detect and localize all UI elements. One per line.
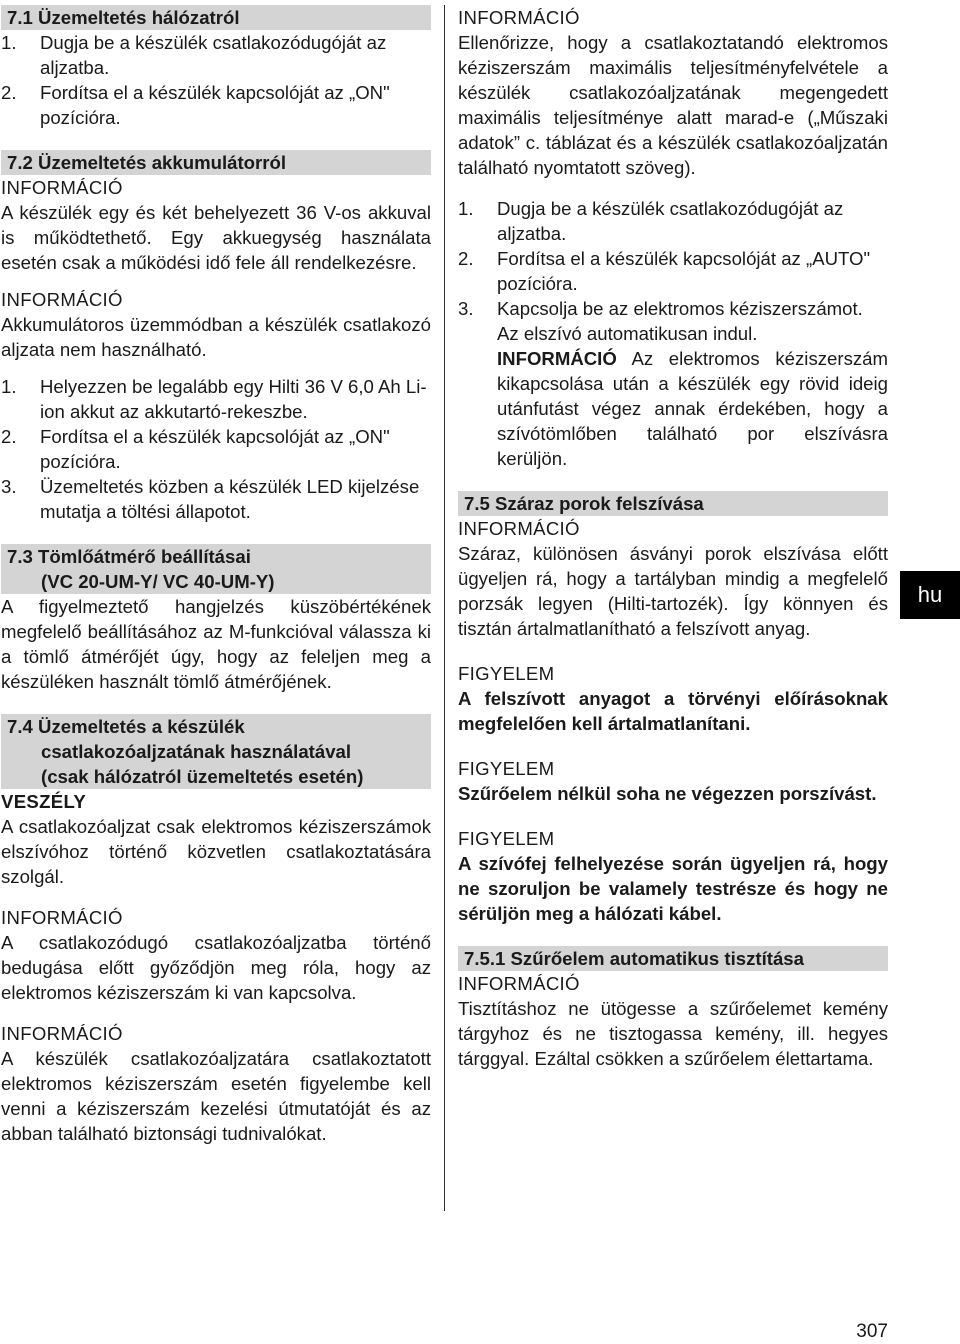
danger-label: VESZÉLY [1, 791, 87, 812]
warning-text: Szűrőelem nélkül soha ne végezzen porszívást. [458, 783, 877, 804]
list-item: 3. Üzemeltetés közben a készülék LED kijelzése mutatja a töltési állapotot. [1, 476, 420, 522]
section-heading-7-5-1: 7.5.1 Szűrőelem automatikus tisztítása [458, 946, 888, 971]
list-item: 3. Kapcsolja be az elektromos kéziszerszámot. Az elszívó automatikusan indul. INFORMÁCIÓ Az elektromos kéziszerszám kikapcsolása után a készülék egy rövid ideig utánfutást végez annak érdekében, hogy a szívótömlőben található por elszívásra kerüljön. [458, 298, 888, 469]
page-number: 307 [856, 1321, 888, 1342]
info-label: INFORMÁCIÓ [1, 177, 123, 198]
warning-label: FIGYELEM [458, 758, 555, 779]
info-text: Akkumulátoros üzemmódban a készülék csatlakozó aljzata nem használható. [1, 314, 431, 360]
info-label: INFORMÁCIÓ [1, 289, 123, 310]
right-column [458, 5, 888, 1071]
info-label: INFORMÁCIÓ [458, 973, 580, 994]
section-heading-7-5: 7.5 Száraz porok felszívása [458, 491, 888, 516]
column-divider [444, 5, 445, 1211]
list-item: 2. Fordítsa el a készülék kapcsolóját az „ON" pozícióra. [1, 82, 390, 128]
danger-text: A csatlakozóaljzat csak elektromos kéziszerszámok elszívóhoz történő közvetlen csatlakoztatására szolgál. [1, 816, 431, 887]
list-item: 2. Fordítsa el a készülék kapcsolóját az „ON" pozícióra. [1, 426, 390, 472]
list-item: 1. Dugja be a készülék csatlakozódugóját az aljzatba. [458, 198, 844, 244]
steps-7-2 [1, 374, 431, 524]
list-item: 1. Helyezzen be legalább egy Hilti 36 V 6,0 Ah Li-ion akkut az akkutartó-rekeszbe. [1, 376, 427, 422]
info-text: Tisztításhoz ne ütögesse a szűrőelemet kemény tárgyhoz és ne tisztogassa kemény, ill. hegyes tárggyal. Ezáltal csökken a szűrőelem élettartama. [458, 998, 888, 1069]
info-text: A csatlakozódugó csatlakozóaljzatba történő bedugása előtt győződjön meg róla, hogy az elektromos kéziszerszám ki van kapcsolva. [1, 932, 431, 1003]
info-text: A készülék csatlakozóaljzatára csatlakoztatott elektromos kéziszerszám esetén figyelembe kell venni a kéziszerszám kezelési útmutatóját és az abban található biztonsági tudnivalókat. [1, 1048, 431, 1144]
language-tab: hu [900, 571, 960, 619]
list-item: 2. Fordítsa el a készülék kapcsolóját az „AUTO" pozícióra. [458, 248, 871, 294]
steps-7-4 [458, 196, 888, 471]
info-text: Ellenőrizze, hogy a csatlakoztatandó elektromos kéziszerszám maximális teljesítményfelvétele a készülék csatlakozóaljzatának megengedett maximális teljesítménye alatt marad-e („Műszaki adatok” c. táblázat és a készülék csatlakozóaljzatán található nyomtatott szöveg). [458, 32, 888, 178]
warning-label: FIGYELEM [458, 828, 555, 849]
info-text: A készülék egy és két behelyezett 36 V-os akkuval is működtethető. Egy akkuegység használata esetén csak a működési idő fele áll rendelkezésre. [1, 202, 431, 273]
section-heading-7-1: 7.1 Üzemeltetés hálózatról [1, 5, 431, 30]
warning-label: FIGYELEM [458, 663, 555, 684]
info-text: Száraz, különösen ásványi porok elszívása előtt ügyeljen rá, hogy a tartályban mindig a megfelelő porzsák legyen (Hilti-tartozék). Így könnyen és tisztán ártalmatlanítható a felszívott anyag. [458, 543, 888, 639]
body-text: A figyelmeztető hangjelzés küszöbértékének megfelelő beállításához az M-funkcióval válassza ki a tömlő átmérőjét úgy, hogy az feleljen meg a készüléken használt tömlő átmérőjének. [1, 596, 431, 692]
info-label: INFORMÁCIÓ [458, 7, 580, 28]
warning-text: A szívófej felhelyezése során ügyeljen rá, hogy ne szoruljon be valamely testrésze és hogy ne sérüljön meg a hálózati kábel. [458, 853, 888, 924]
warning-text: A felszívott anyagot a törvényi előírásoknak megfelelően kell ártalmatlanítani. [458, 688, 888, 734]
info-label: INFORMÁCIÓ [1, 1023, 123, 1044]
section-heading-7-3: 7.3 Tömlőátmérő beállításai (VC 20-UM-Y/ VC 40-UM-Y) [1, 544, 431, 594]
section-heading-7-4: 7.4 Üzemeltetés a készülék csatlakozóaljzatának használatával (csak hálózatról üzemeltetés esetén) [1, 714, 431, 789]
info-label: INFORMÁCIÓ [458, 518, 580, 539]
section-heading-7-2: 7.2 Üzemeltetés akkumulátorról [1, 150, 431, 175]
list-item: 1. Dugja be a készülék csatlakozódugóját az aljzatba. [1, 32, 387, 78]
left-column [1, 5, 431, 1146]
steps-7-1 [1, 30, 431, 130]
info-label: INFORMÁCIÓ [1, 907, 123, 928]
step-info-note: INFORMÁCIÓ Az elektromos kéziszerszám kikapcsolása után a készülék egy rövid ideig utánfutást végez annak érdekében, hogy a szívótömlőben található por elszívásra kerüljön. [497, 348, 888, 469]
